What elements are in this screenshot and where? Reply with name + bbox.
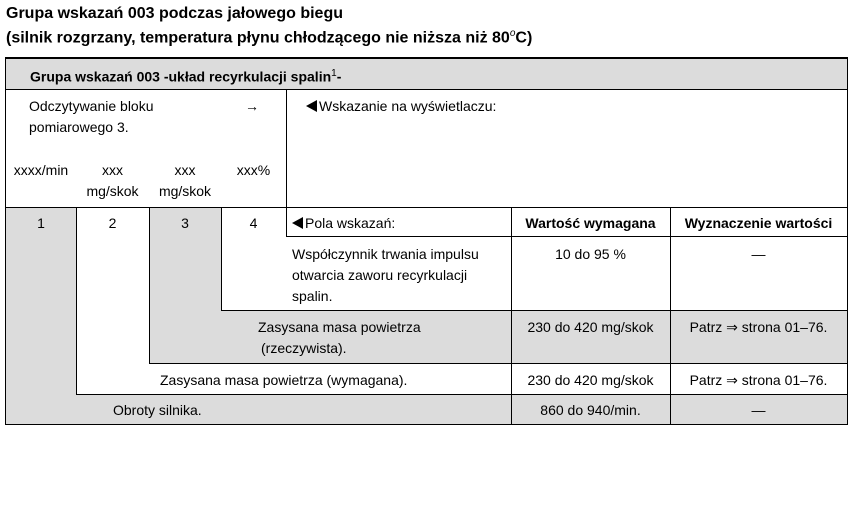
- rule-header-bottom: [6, 89, 848, 90]
- rule-row-1-bottom: [221, 310, 848, 311]
- row-3-ref: Patrz ⇒ strona 01–76.: [689, 372, 828, 388]
- row-1-ref: —: [751, 246, 766, 262]
- field-number-2: 2: [108, 215, 117, 231]
- unit-1: xxxx/min: [13, 162, 69, 178]
- determination-header: Wyznaczenie wartości: [684, 215, 833, 231]
- reading-instruction: Odczytywanie bloku pomiarowego 3.: [29, 98, 154, 135]
- field-1-bg: [6, 208, 76, 424]
- row-4-description: Obroty silnika.: [113, 402, 202, 418]
- group-header: Grupa wskazań 003 -układ recyrkulacji spalin$^1$-: [30, 68, 342, 85]
- unit-4: xxx%: [236, 162, 271, 178]
- row-1-value: 10 do 95 %: [555, 246, 626, 262]
- rule-row-2-bottom: [149, 363, 848, 364]
- row-2-value: 230 do 420 mg/skok: [527, 319, 654, 335]
- rule-field-1-2: [76, 207, 77, 395]
- rule-left: [5, 57, 6, 425]
- unit-2: xxx mg/skok: [86, 162, 139, 199]
- rule-top: [6, 57, 848, 59]
- fields-label: Pola wskazań:: [292, 213, 395, 234]
- title-line-1: Grupa wskazań 003 podczas jałowego biegu: [6, 5, 343, 22]
- right-arrow: →: [245, 98, 259, 114]
- rule-value-left: [511, 207, 512, 425]
- rule-reading-divider: [286, 89, 287, 207]
- pointer-triangle-icon: [306, 100, 317, 112]
- field-number-1: 1: [37, 215, 45, 231]
- row-4-ref: —: [751, 402, 766, 418]
- row-3-description: Zasysana masa powietrza (wymagana).: [160, 372, 408, 388]
- display-label: Wskazanie na wyświetlaczu:: [306, 96, 496, 117]
- pointer-triangle-icon: [292, 217, 303, 229]
- row-2-ref: Patrz ⇒ strona 01–76.: [689, 319, 828, 335]
- rule-bottom: [6, 424, 848, 425]
- rule-fields-top: [6, 207, 848, 208]
- row-4-value: 860 do 940/min.: [540, 402, 641, 418]
- rule-columns-bottom: [286, 236, 848, 237]
- rule-field-4-label: [286, 207, 287, 237]
- page-title: [6, 4, 532, 48]
- field-number-4: 4: [249, 215, 258, 231]
- unit-3: xxx mg/skok: [158, 162, 212, 199]
- row-1-description: Współczynnik trwania impulsu otwarcia zaworu recyrkulacji spalin.: [292, 246, 479, 304]
- rule-ref-left: [670, 207, 671, 425]
- row-3-value: 230 do 420 mg/skok: [527, 372, 654, 388]
- required-value-header: Wartość wymagana: [525, 215, 656, 231]
- field-number-3: 3: [181, 215, 189, 231]
- row-2-description: Zasysana masa powietrza (rzeczywista).: [258, 319, 421, 356]
- title-line-2: (silnik rozgrzany, temperatura płynu chłodzącego nie niższa niż 80$^o$C): [6, 28, 533, 47]
- rule-row-3-bottom: [76, 394, 848, 395]
- rule-right: [847, 57, 848, 425]
